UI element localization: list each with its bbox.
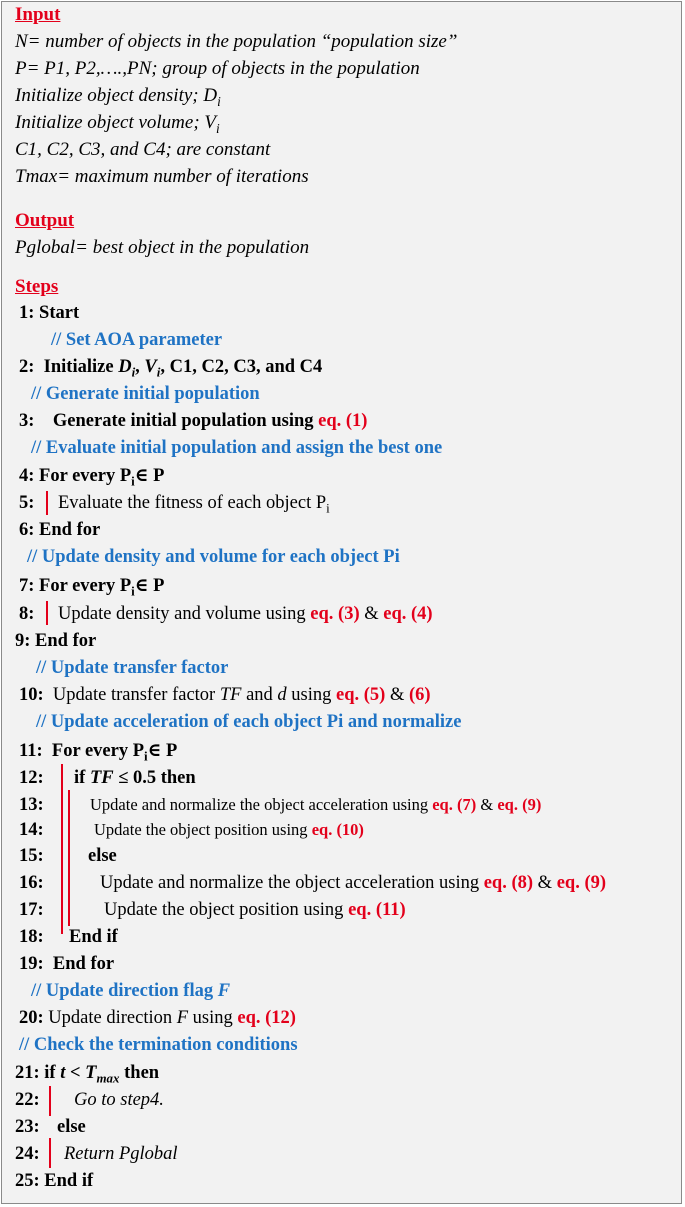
step-23: else [57, 1117, 86, 1137]
step-13: Update and normalize the object acceleration using eq. (7) & eq. (9) [90, 795, 542, 814]
subscript-i: i [217, 93, 221, 109]
step-3: 3: Generate initial population using eq. (1) [19, 411, 368, 431]
block-bar [49, 1086, 51, 1116]
input-line-population-size: N= number of objects in the population “population size” [15, 31, 458, 52]
output-heading: Output [15, 210, 75, 231]
step-16-num: 16: [19, 873, 44, 893]
step-18-num: 18: [19, 927, 44, 947]
step-5: Evaluate the fitness of each object $P_i$ [58, 493, 330, 516]
step-7: 7: For every $P_i\in$ P [19, 576, 165, 599]
block-bar [46, 491, 48, 515]
step-13-num: 13: [19, 795, 44, 815]
step-17-num: 17: [19, 900, 44, 920]
step-24-num: 24: [15, 1144, 40, 1164]
step-14-num: 14: [19, 820, 44, 840]
step-20: 20: Update direction F using eq. (12) [19, 1008, 296, 1028]
comment-update-transfer: // Update transfer factor [36, 658, 229, 678]
input-line-tmax: Tmax= maximum number of iterations [15, 166, 309, 187]
steps-heading: Steps [15, 276, 59, 297]
comment-set-parameter: // Set AOA parameter [51, 330, 223, 350]
step-15-num: 15: [19, 846, 44, 866]
step-23-num: 23: [15, 1117, 40, 1137]
step-8-num: 8: [19, 604, 35, 624]
step-8: Update density and volume using eq. (3) & eq. (4) [58, 604, 433, 624]
subscript-i: i [131, 364, 136, 380]
comment-check-termination: // Check the termination conditions [19, 1035, 298, 1055]
step-11: 11: For every $P_i\in$ P [19, 741, 178, 764]
block-bar [49, 1138, 51, 1168]
block-bar [68, 790, 70, 926]
subscript-i: i [216, 120, 220, 136]
step-22: Go to step4. [74, 1090, 164, 1110]
comment-update-density: // Update density and volume for each object Pi [27, 547, 400, 567]
step-5-num: 5: [19, 493, 35, 513]
step-4: 4: For every $P_i\in$ P [19, 466, 165, 489]
step-17: Update the object position using eq. (11) [104, 900, 406, 920]
step-18: End if [69, 927, 118, 947]
step-10: 10: Update transfer factor TF and d using eq. (5) & (6) [19, 685, 431, 705]
input-line-group: P= P1, P2,….,PN; group of objects in the population [15, 58, 420, 79]
algorithm-box [1, 1, 682, 1204]
step-19: 19: End for [19, 954, 115, 974]
block-bar [61, 764, 63, 934]
comment-generate-population: // Generate initial population [31, 384, 260, 404]
comment-update-acceleration: // Update acceleration of each object Pi and normalize [36, 712, 462, 732]
step-15: else [88, 846, 117, 866]
output-line: Pglobal= best object in the population [15, 237, 310, 258]
input-heading: Input [15, 4, 61, 25]
step-9: 9: End for [15, 631, 97, 651]
step-21: 21: if $t < T_{max}$ then [15, 1063, 160, 1086]
block-bar [46, 601, 48, 625]
step-2: 2: Initialize $D_i$, $V_i$, C1, C2, C3, and C4 [19, 357, 323, 380]
input-line-density: Initialize object density; $D_i$ [15, 85, 221, 109]
step-12: if TF ≤ 0.5 then [74, 768, 196, 788]
input-line-constants: C1, C2, C3, and C4; are constant [15, 139, 271, 160]
comment-evaluate-population: // Evaluate initial population and assign the best one [31, 438, 443, 458]
step-25: 25: End if [15, 1171, 94, 1191]
step-22-num: 22: [15, 1090, 40, 1110]
subscript-i: i [156, 364, 161, 380]
step-12-num: 12: [19, 768, 44, 788]
step-14: Update the object position using eq. (10) [94, 820, 364, 839]
step-6: 6: End for [19, 520, 101, 540]
step-1: 1: Start [19, 303, 80, 323]
step-24: Return Pglobal [64, 1144, 178, 1164]
step-16: Update and normalize the object acceleration using eq. (8) & eq. (9) [100, 873, 607, 893]
input-line-volume: Initialize object volume; $V_i$ [15, 112, 220, 136]
comment-update-direction: // Update direction flag F [31, 981, 231, 1001]
